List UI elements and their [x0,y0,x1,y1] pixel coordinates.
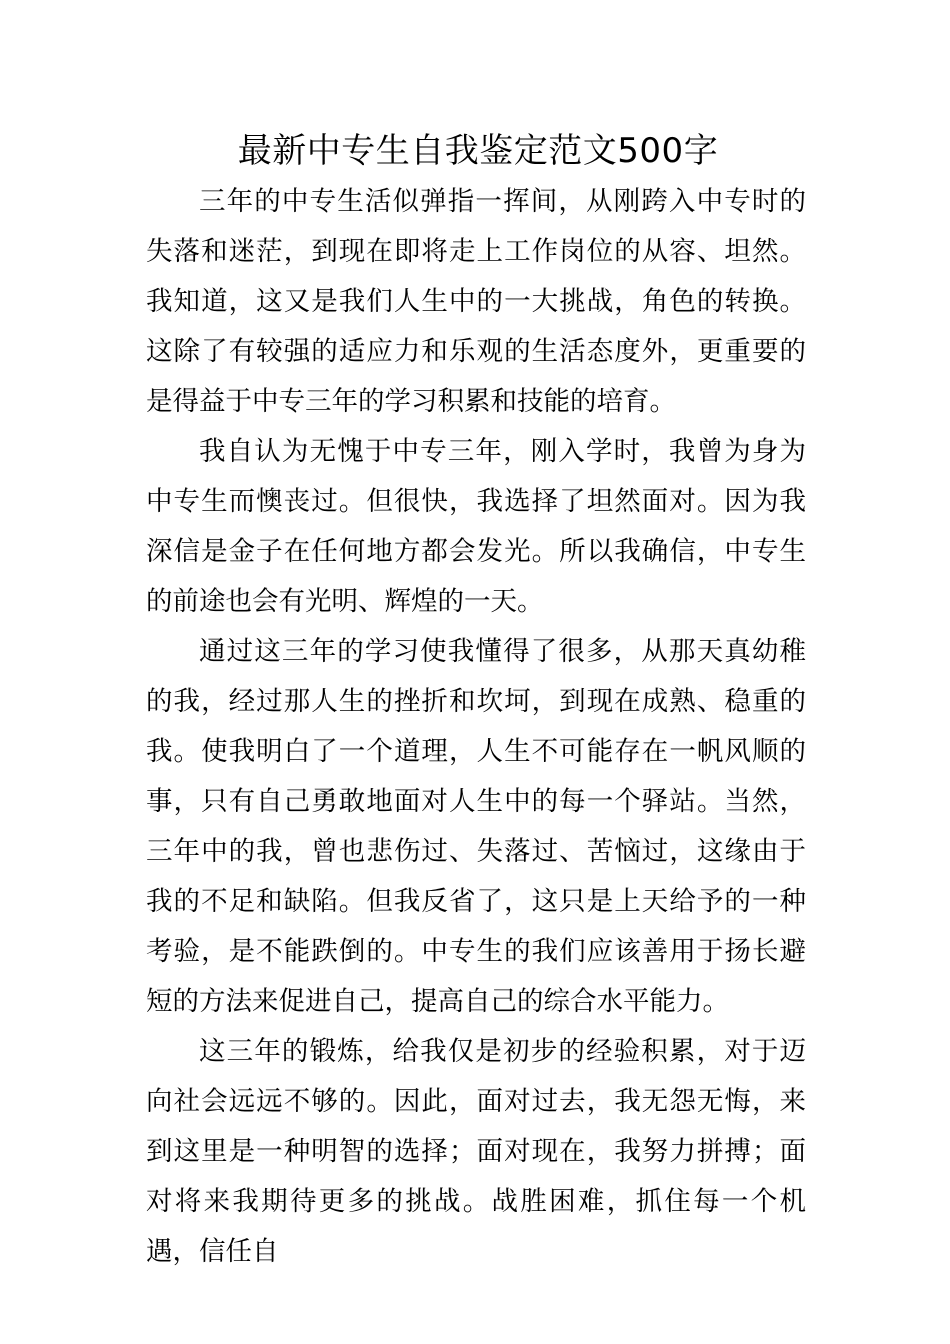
document-title: 最新中专生自我鉴定范文500字 [237,131,719,171]
paragraph-4: 这三年的锻炼，给我仅是初步的经验积累，对于迈向社会远远不够的。因此，面对过去，我无怨无悔，来到这里是一种明智的选择；面对现在，我努力拼搏；面对将来我期待更多的挑战。战胜困难，抓住每一个机遇，信任自 [146,1036,806,1267]
paragraph-1: 三年的中专生活似弹指一挥间，从刚跨入中专时的失落和迷茫，到现在即将走上工作岗位的从容、坦然。我知道，这又是我们人生中的一大挑战，角色的转换。这除了有较强的适应力和乐观的生活态度外，更重要的是得益于中专三年的学习积累和技能的培育。 [146,186,806,417]
paragraph-2: 我自认为无愧于中专三年，刚入学时，我曾为身为中专生而懊丧过。但很快，我选择了坦然面对。因为我深信是金子在任何地方都会发光。所以我确信，中专生的前途也会有光明、辉煌的一天。 [146,436,806,617]
document-page [146,125,806,1277]
paragraph-3: 通过这三年的学习使我懂得了很多，从那天真幼稚的我，经过那人生的挫折和坎坷，到现在成熟、稳重的我。使我明白了一个道理，人生不可能存在一帆风顺的事，只有自己勇敢地面对人生中的每一个驿站。当然，三年中的我，曾也悲伤过、失落过、苦恼过，这缘由于我的不足和缺陷。但我反省了，这只是上天给予的一种考验，是不能跌倒的。中专生的我们应该善用于扬长避短的方法来促进自己，提高自己的综合水平能力。 [146,636,806,1017]
